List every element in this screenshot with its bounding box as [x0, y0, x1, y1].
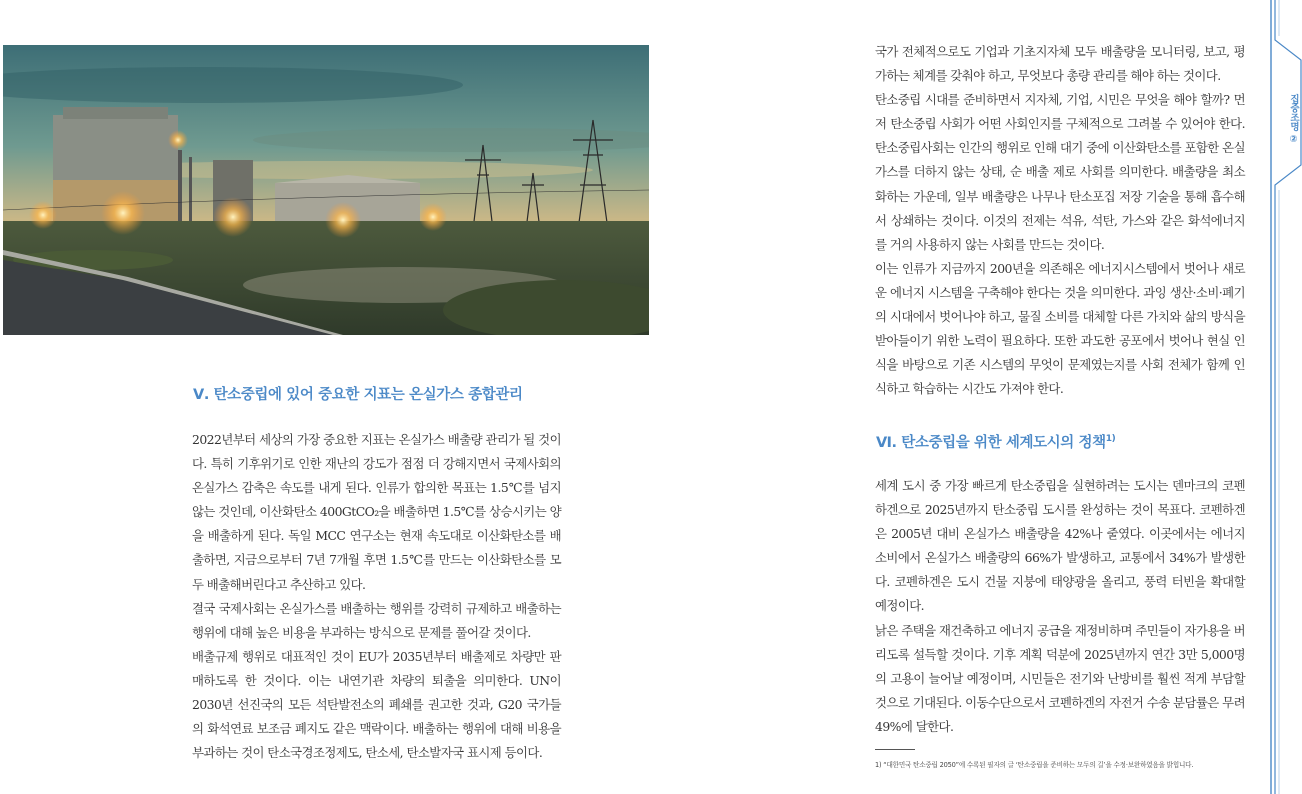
section-5-continued-body: [875, 40, 1245, 401]
section-6-title: [876, 431, 1115, 452]
paragraph: 결국 국제사회는 온실가스를 배출하는 행위를 강력히 규제하고 배출하는 행위에 대해 높은 비용을 부과하는 방식으로 문제를 풀어갈 것이다.: [192, 600, 561, 640]
paragraph: 국가 전체적으로도 기업과 기초지자체 모두 배출량을 모니터링, 보고, 평가하는 체계를 갖춰야 하고, 무엇보다 총량 관리를 해야 하는 것이다.: [875, 44, 1245, 84]
paragraph: 탄소중립 시대를 준비하면서 지자체, 기업, 시민은 무엇을 해야 할까? 먼저 탄소중립 사회가 어떤 사회인지를 구체적으로 그려볼 수 있어야 한다. 탄소중립사회는 인간의 행위로 인해 대기 중에 이산화탄소를 포함한 온실가스를 더하지 않는 상태, 순 배출 제로 사회를 의미한다. 배출량을 최소화하는 가운데, 일부 배출량은 나무나 탄소포집 저장 기술을 통해 흡수해서 상쇄하는 것이다. 이것의 전제는 석유, 석탄, 가스와 같은 화석에너지를 거의 사용하지 않는 사회를 만드는 것이다.: [875, 92, 1245, 252]
footnote-ref: 1): [1105, 434, 1116, 445]
section-5-body: [192, 428, 561, 765]
paragraph: 세계 도시 중 가장 빠르게 탄소중립을 실현하려는 도시는 덴마크의 코펜하겐으로 2025년까지 탄소중립 도시를 완성하는 것이 목표다. 코펜하겐은 2005년 대비 온실가스 배출량을 42%나 줄였다. 이곳에서는 에너지 소비에서 온실가스 배출량의 66%가 발생하고, 교통에서 34%가 발생한다. 코펜하겐은 도시 건물 지붕에 태양광을 올리고, 풍력 터빈을 확대할 예정이다.: [875, 478, 1245, 614]
paragraph: 배출규제 행위로 대표적인 것이 EU가 2035년부터 배출제로 차량만 판매하도록 한 것이다. 이는 내연기관 차량의 퇴출을 의미한다. UN이 2030년 선진국의 모든 석탄발전소의 폐쇄를 권고한 것과, G20 국가들의 화석연료 보조금 폐지도 같은 맥락이다. 배출하는 행위에 대해 비용을 부과하는 것이 탄소국경조정제도, 탄소세, 탄소발자국 표시제 등이다.: [192, 648, 561, 761]
paragraph: 이는 인류가 지금까지 200년을 의존해온 에너지시스템에서 벗어나 새로운 에너지 시스템을 구축해야 한다는 것을 의미한다. 과잉 생산·소비·폐기의 시대에서 벗어나야 하고, 물질 소비를 대체할 다른 가치와 삶의 방식을 받아들이기 위한 노력이 필요하다. 또한 과도한 공포에서 벗어나 현실 인식을 바탕으로 기존 시스템의 무엇이 문제였는지를 사회 전체가 함께 인식하고 학습하는 시간도 가져야 한다.: [875, 260, 1245, 397]
footnote: 1) “대한민국 탄소중립 2050”에 수록된 필자의 글 ‘탄소중립을 준비하는 모두의 길’을 수정·보완하였음을 밝힙니다.: [875, 761, 1194, 769]
section-5-title: Ⅴ. 탄소중립에 있어 중요한 지표는 온실가스 종합관리: [193, 387, 523, 403]
power-plant-photo: [3, 45, 649, 335]
footnote-divider: [875, 749, 915, 750]
side-section-tab[interactable]: [1270, 0, 1302, 794]
side-tab-label: 집중조명 ②: [1288, 93, 1299, 145]
paragraph: 2022년부터 세상의 가장 중요한 지표는 온실가스 배출량 관리가 될 것이다. 특히 기후위기로 인한 재난의 강도가 점점 더 강해지면서 국제사회의 온실가스 감축은 속도를 내게 된다. 인류가 합의한 목표는 1.5℃를 넘지 않는 것인데, 이산화탄소 400GtCO₂을 배출하면 1.5℃를 상승시키는 양을 배출하게 된다. 독일 MCC 연구소는 현재 속도대로 이산화탄소를 배출하면, 지금으로부터 7년 7개월 후면 1.5℃를 만드는 이산화탄소를 모두 배출해버린다고 추산하고 있다.: [192, 432, 561, 592]
paragraph: 낡은 주택을 재건축하고 에너지 공급을 재정비하며 주민들이 자가용을 버리도록 설득할 것이다. 기후 계획 덕분에 2025년까지 연간 3만 5,000명의 고용이 늘어날 예정이며, 시민들은 전기와 난방비를 훨씬 적게 부담할 것으로 기대된다. 이동수단으로서 코펜하겐의 자전거 수송 분담률은 무려 49%에 달한다.: [875, 622, 1245, 734]
section-6-title-text: Ⅵ. 탄소중립을 위한 세계도시의 정책: [876, 435, 1106, 451]
section-6-body: [875, 474, 1245, 739]
